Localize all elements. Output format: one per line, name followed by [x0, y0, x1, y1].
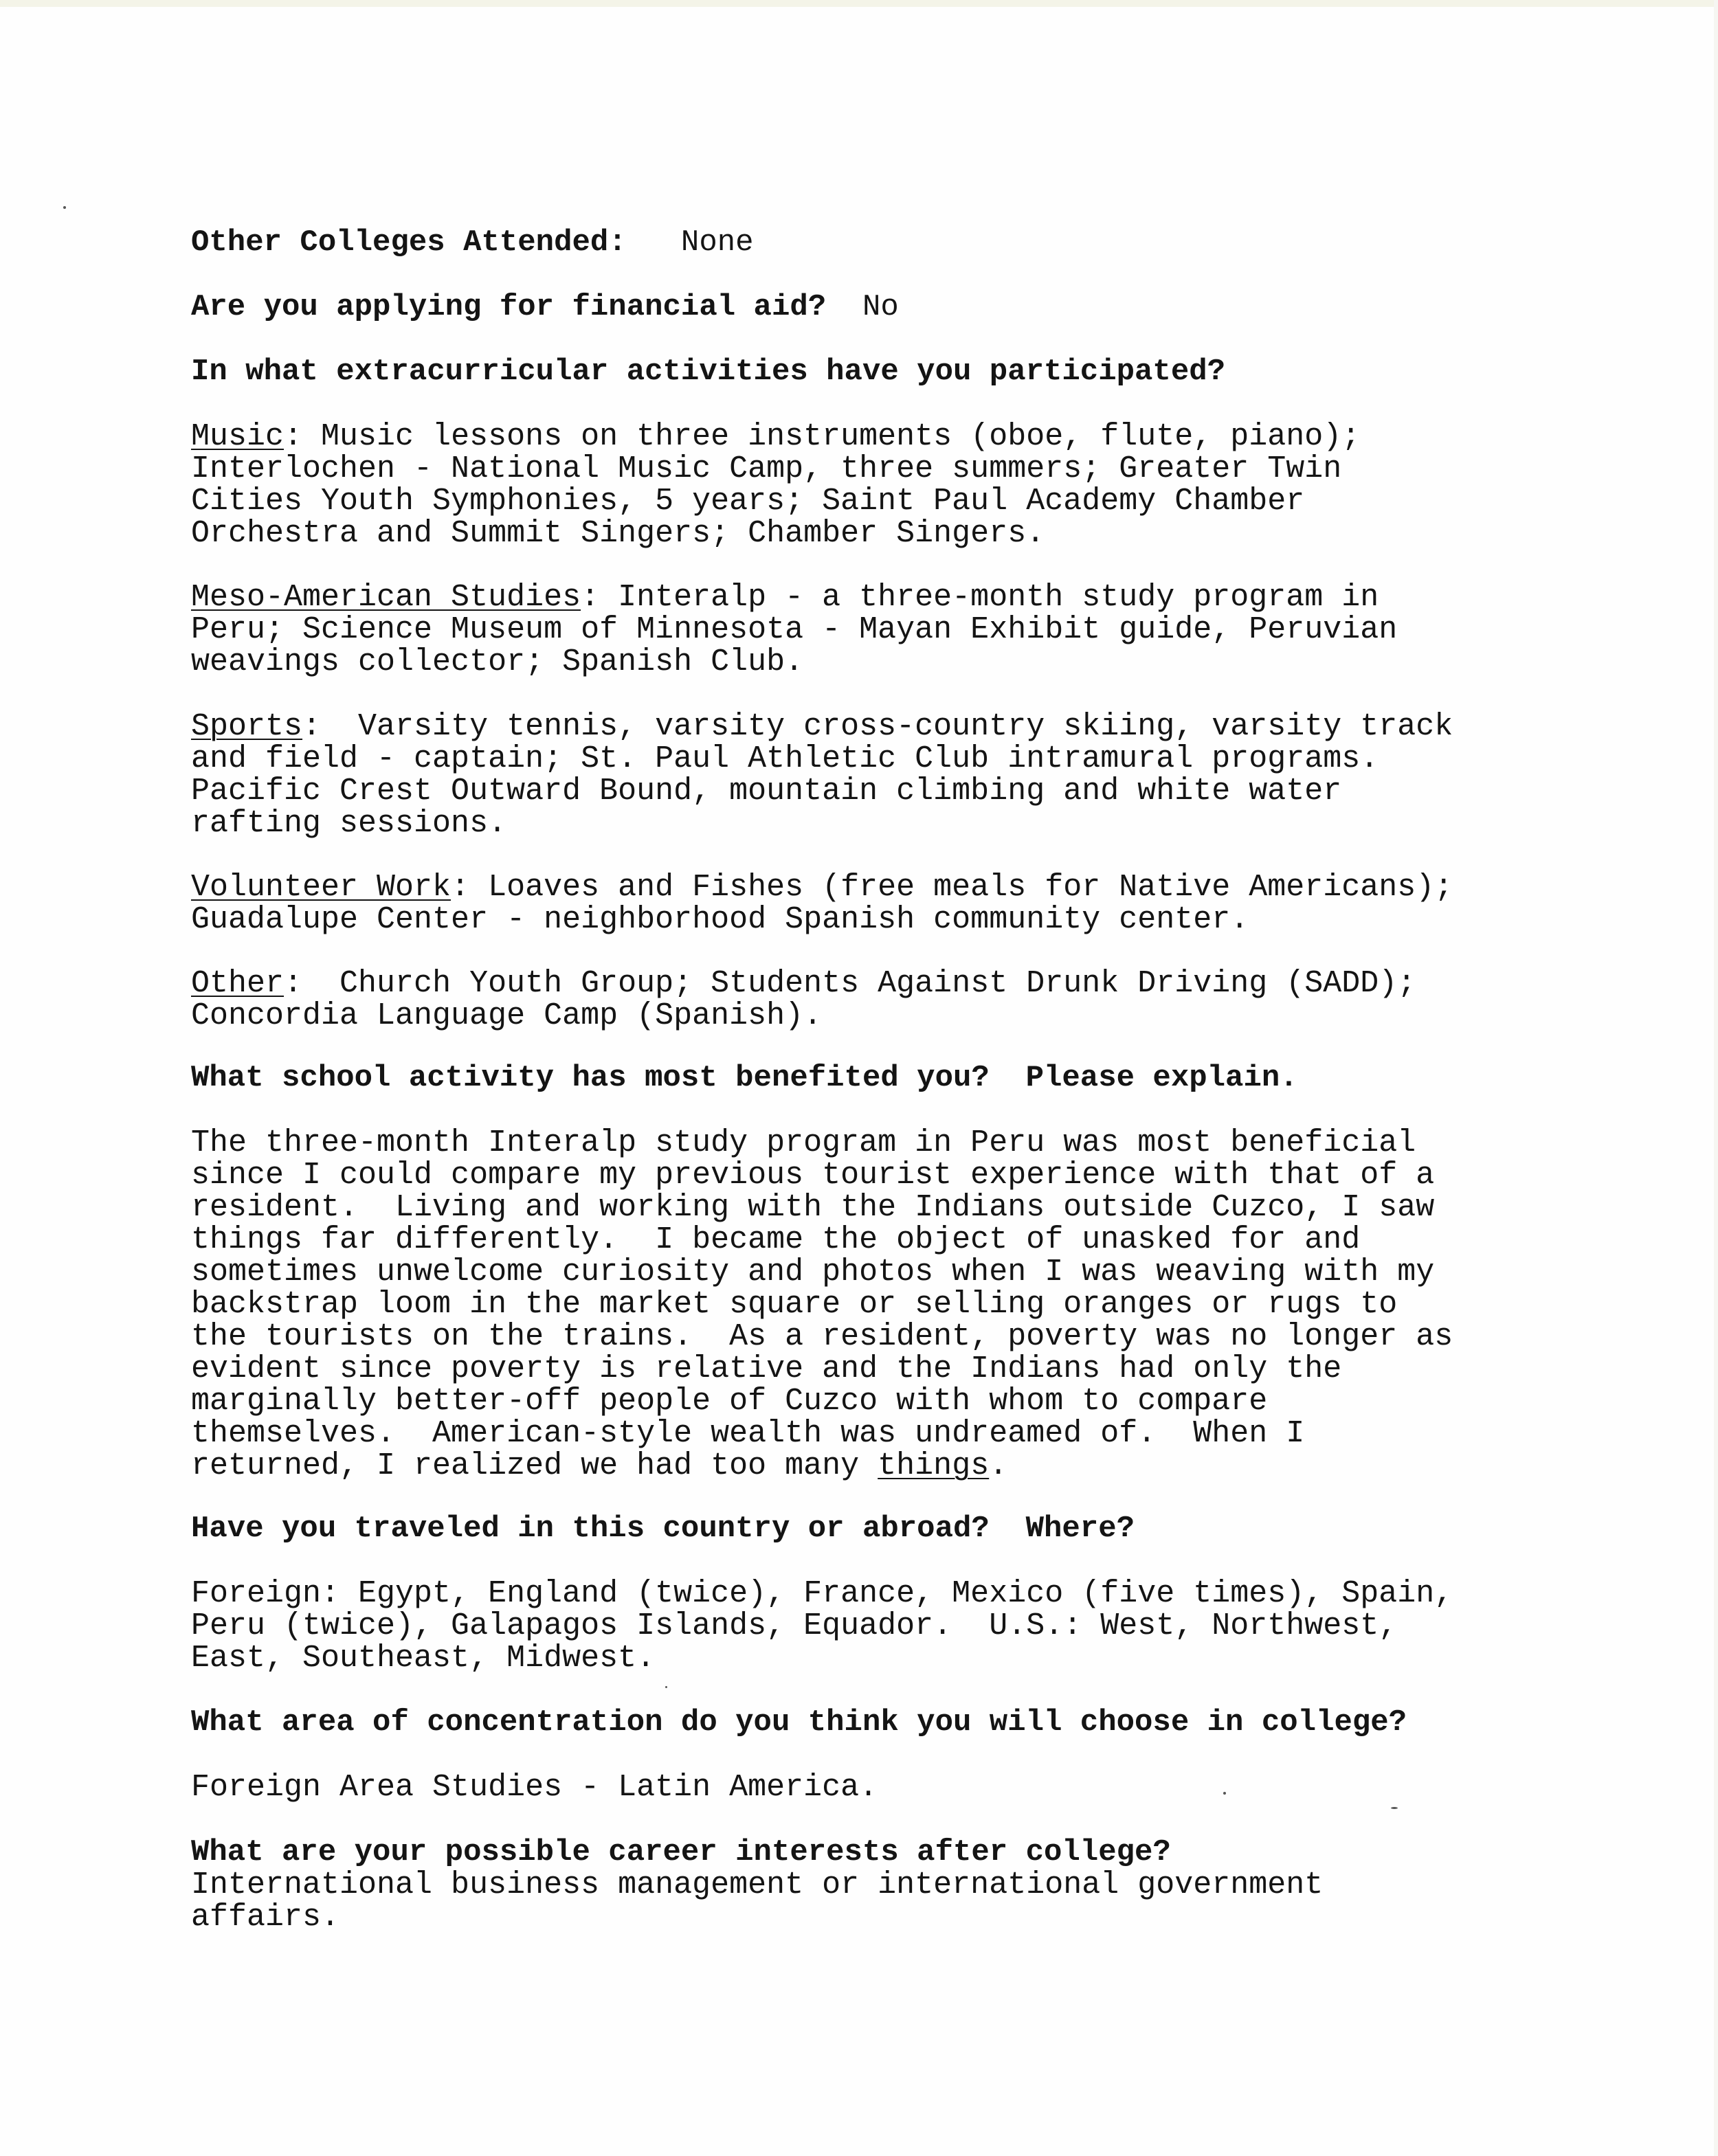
financial-aid-row	[191, 291, 1538, 324]
scan-speck	[1223, 1792, 1226, 1795]
scan-speck	[1391, 1807, 1398, 1809]
concentration-answer: Foreign Area Studies - Latin America.	[191, 1770, 878, 1805]
meso-paragraph	[191, 581, 1538, 678]
career-answer: International business management or international government affairs.	[191, 1867, 1324, 1935]
colleges-row	[191, 227, 1538, 259]
benefit-answer	[191, 1127, 1538, 1482]
benefit-answer-end: .	[989, 1448, 1008, 1483]
travel-question: Have you traveled in this country or abroad? Where?	[191, 1512, 1135, 1546]
benefit-answer-main: The three-month Interalp study program in Peru was most beneficial since I could compare my previous tourist experience with that of a resident. Living and working with the Indians outside Cuzco, I saw things far differently. I became the object of unasked for and sometimes unwelcome curiosity and photos when I was weaving with my backstrap loom in the market square or selling oranges or rugs to the tourists on the trains. As a resident, poverty was no longer as evident since poverty is relative and the Indians had only the marginally better-off people of Cuzco with whom to compare themselves. American-style wealth was undreamed of. When I returned, I realized we had too many	[191, 1125, 1453, 1483]
concentration-question: What area of concentration do you think you will choose in college?	[191, 1705, 1407, 1740]
sports-paragraph	[191, 710, 1538, 840]
volunteer-text: : Loaves and Fishes (free meals for Native Americans); Guadalupe Center - neighborhood Spanish community center.	[191, 870, 1453, 937]
extracurricular-question: In what extracurricular activities have you participated?	[191, 355, 1226, 389]
financial-aid-label: Are you applying for financial aid?	[191, 290, 827, 324]
volunteer-heading: Volunteer Work	[191, 870, 451, 905]
other-heading: Other	[191, 966, 285, 1001]
scan-speck	[63, 206, 66, 209]
music-heading: Music	[191, 419, 285, 454]
travel-answer: Foreign: Egypt, England (twice), France, Mexico (five times), Spain, Peru (twice), Galapagos Islands, Equador. U.S.: West, Northwest, East, Southeast, Midwest.	[191, 1576, 1453, 1676]
meso-heading: Meso-American Studies	[191, 580, 581, 615]
other-paragraph	[191, 967, 1538, 1032]
colleges-label: Other Colleges Attended:	[191, 225, 627, 260]
volunteer-paragraph	[191, 871, 1538, 936]
other-text: : Church Youth Group; Students Against Drunk Driving (SADD); Concordia Language Camp (Spanish).	[191, 966, 1416, 1033]
scan-speck	[665, 1686, 667, 1688]
music-paragraph	[191, 420, 1538, 550]
colleges-answer: None	[680, 225, 754, 260]
career-section	[191, 1836, 1538, 1933]
meso-text: : Interalp - a three-month study program in Peru; Science Museum of Minnesota - Mayan Exhibit guide, Peruvian weavings collector; Spanish Club.	[191, 580, 1398, 680]
financial-aid-answer: No	[862, 290, 899, 324]
career-question: What are your possible career interests after college?	[191, 1835, 1171, 1869]
sports-heading: Sports	[191, 709, 303, 744]
music-text: : Music lessons on three instruments (oboe, flute, piano); Interlochen - National Music Camp, three summers; Greater Twin Cities Youth Symphonies, 5 years; Saint Paul Academy Chamber Orchestra and Summit Singers; Chamber Singers.	[191, 419, 1361, 551]
benefit-answer-emphasis: things	[878, 1448, 990, 1483]
sports-text: : Varsity tennis, varsity cross-country skiing, varsity track and field - captain; St. Paul Athletic Club intramural programs. Pacific Crest Outward Bound, mountain climbing and white water rafting sessions.	[191, 709, 1453, 841]
benefit-question: What school activity has most benefited you? Please explain.	[191, 1061, 1298, 1095]
